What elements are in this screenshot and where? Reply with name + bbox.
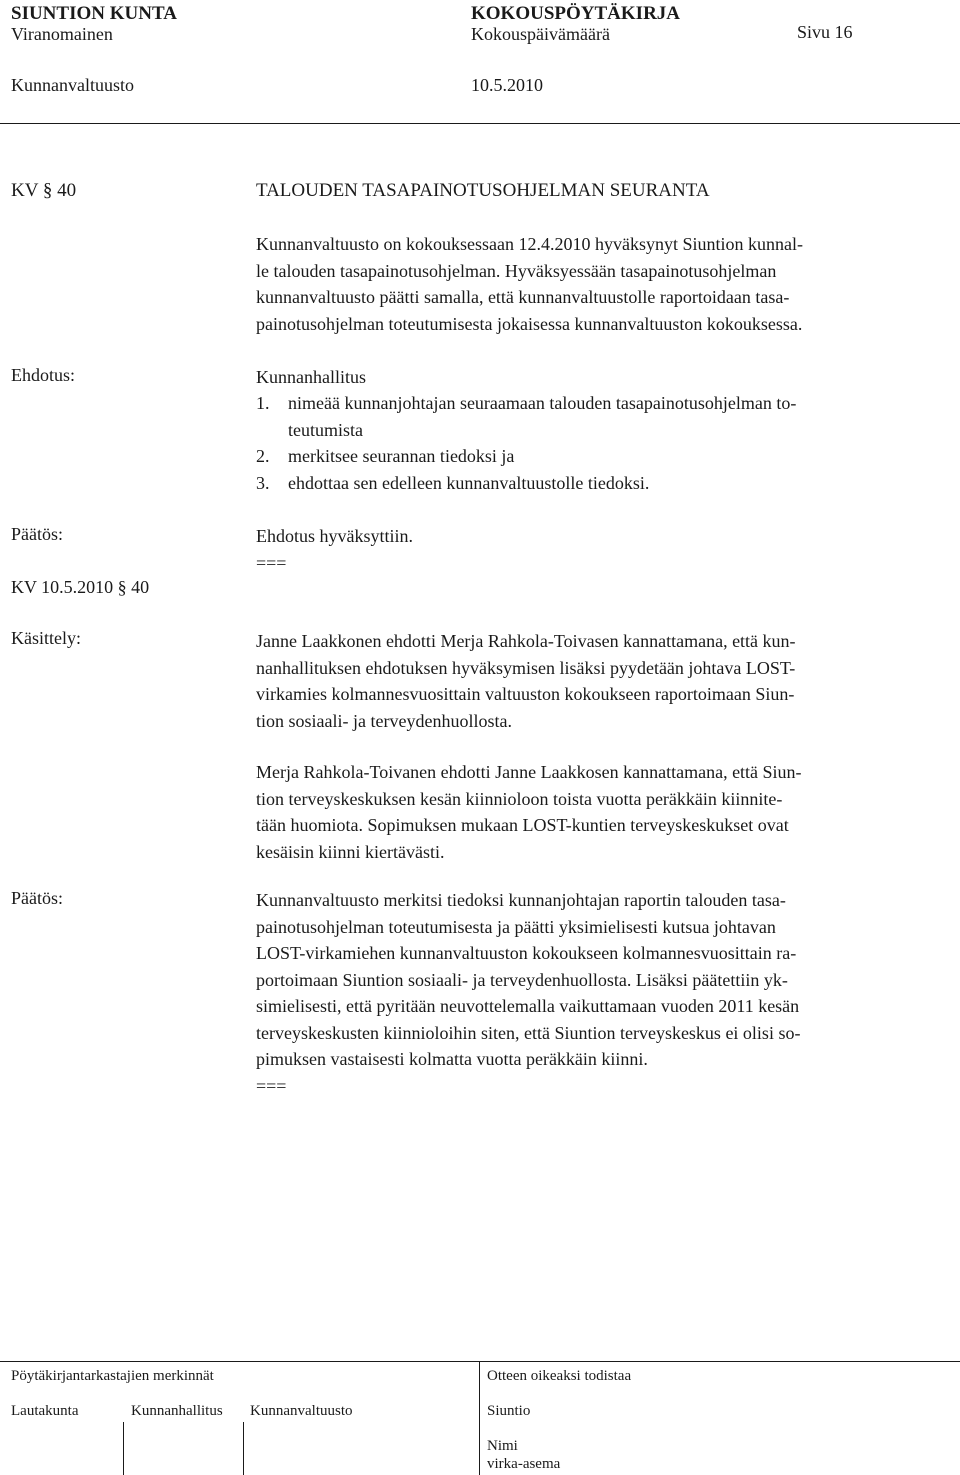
final-decision-label: Päätös: xyxy=(11,888,63,908)
separator: === xyxy=(256,553,287,573)
list-item-continuation: teutumista xyxy=(288,419,363,440)
discussion-paragraph-1 xyxy=(256,628,796,734)
text-line: tion sosiaali- ja terveydenhuollosta. xyxy=(256,710,512,731)
footer-top-border xyxy=(0,1361,960,1362)
footer-column-line xyxy=(123,1422,124,1475)
text-line: LOST-virkamiehen kunnanvaltuuston kokoukseen kolmannesvuosittain ra- xyxy=(256,943,797,963)
body-lautakunta: Lautakunta xyxy=(11,1403,79,1419)
intro-line: painotusohjelman toteutumisesta jokaisessa kunnanvaltuuston kokouksessa. xyxy=(256,313,803,334)
document-type: KOKOUSPÖYTÄKIRJA xyxy=(471,3,681,24)
date-label: Kokouspäivämäärä xyxy=(471,24,610,44)
meeting-date: 10.5.2010 xyxy=(471,75,543,95)
text-line: tään huomiota. Sopimuksen mukaan LOST-kuntien terveyskeskukset ovat xyxy=(256,815,789,835)
final-decision-text xyxy=(256,887,800,1099)
text-line: Kunnanvaltuusto merkitsi tiedoksi kunnanjohtajan raportin talouden tasa- xyxy=(256,890,786,910)
section-code: KV § 40 xyxy=(11,180,77,201)
list-item: 1. nimeää kunnanjohtajan seuraamaan talouden tasapainotusohjelman to- xyxy=(256,393,797,413)
separator: === xyxy=(256,1075,287,1096)
list-item: 2. merkitsee seurannan tiedoksi ja xyxy=(256,446,515,466)
text-line: nanhallituksen ehdotuksen hyväksymisen lisäksi pyydetään johtava LOST- xyxy=(256,657,796,678)
authority-label: Viranomainen xyxy=(11,24,113,44)
certified-label: Otteen oikeaksi todistaa xyxy=(487,1368,632,1384)
body-kunnanhallitus: Kunnanhallitus xyxy=(131,1403,223,1419)
decision-text: Ehdotus hyväksyttiin. xyxy=(256,526,413,546)
discussion-paragraph-2 xyxy=(256,759,802,865)
text-line: Janne Laakkonen ehdotti Merja Rahkola-Toivasen kannattamana, että kun- xyxy=(256,631,796,651)
header-divider xyxy=(0,123,960,124)
text-line: painotusohjelman toteutumisesta ja päätti yksimielisesti kutsua johtavan xyxy=(256,916,776,937)
text-line: Merja Rahkola-Toivanen ehdotti Janne Laakkosen kannattamana, että Siun- xyxy=(256,762,802,782)
intro-line: le talouden tasapainotusohjelman. Hyväksyessään tasapainotusohjelman xyxy=(256,260,777,281)
intro-paragraph xyxy=(256,231,803,337)
list-item: 3. ehdottaa sen edelleen kunnanvaltuustolle tiedoksi. xyxy=(256,472,650,493)
org-name: SIUNTION KUNTA xyxy=(11,3,177,24)
meeting-reference: KV 10.5.2010 § 40 xyxy=(11,577,150,597)
proposal-label: Ehdotus: xyxy=(11,365,76,385)
checkers-label: Pöytäkirjantarkastajien merkinnät xyxy=(11,1368,214,1384)
text-line: virkamies kolmannesvuosittain valtuuston kokoukseen raportoimaan Siun- xyxy=(256,684,795,704)
intro-line: kunnanvaltuusto päätti samalla, että kunnanvaltuustolle raportoidaan tasa- xyxy=(256,287,790,307)
proposal-body: Kunnanhallitus xyxy=(256,367,366,387)
text-line: tion terveyskeskuksen kesän kiinnioloon toista vuotta peräkkäin kiinnite- xyxy=(256,788,783,809)
discussion-label: Käsittely: xyxy=(11,628,81,648)
intro-line: Kunnanvaltuusto on kokouksessaan 12.4.2010 hyväksynyt Siuntion kunnal- xyxy=(256,234,803,254)
section-title: TALOUDEN TASAPAINOTUSOHJELMAN SEURANTA xyxy=(256,180,710,201)
text-line: terveyskeskusten kiinnioloihin siten, että Siuntion terveyskeskus ei olisi so- xyxy=(256,1022,801,1043)
text-line: simielisesti, että pyritään neuvottelemalla vaikuttamaan vuoden 2011 kesän xyxy=(256,996,800,1016)
page-number: Sivu 16 xyxy=(797,22,853,42)
authority-value: Kunnanvaltuusto xyxy=(11,75,134,95)
text-line: kesäisin kiinni kiertävästi. xyxy=(256,841,445,862)
name-label: Nimi xyxy=(487,1438,518,1454)
title-label: virka-asema xyxy=(487,1456,561,1472)
text-line: portoimaan Siuntion sosiaali- ja terveydenhuollosta. Lisäksi päätettiin yk- xyxy=(256,969,788,990)
place: Siuntio xyxy=(487,1403,531,1419)
footer-divider xyxy=(479,1361,480,1475)
footer-column-line xyxy=(243,1422,244,1475)
decision-label: Päätös: xyxy=(11,524,63,544)
proposal-list xyxy=(256,390,797,496)
text-line: pimuksen vastaisesti kolmatta vuotta peräkkäin kiinni. xyxy=(256,1049,648,1069)
body-kunnanvaltuusto: Kunnanvaltuusto xyxy=(250,1403,353,1419)
